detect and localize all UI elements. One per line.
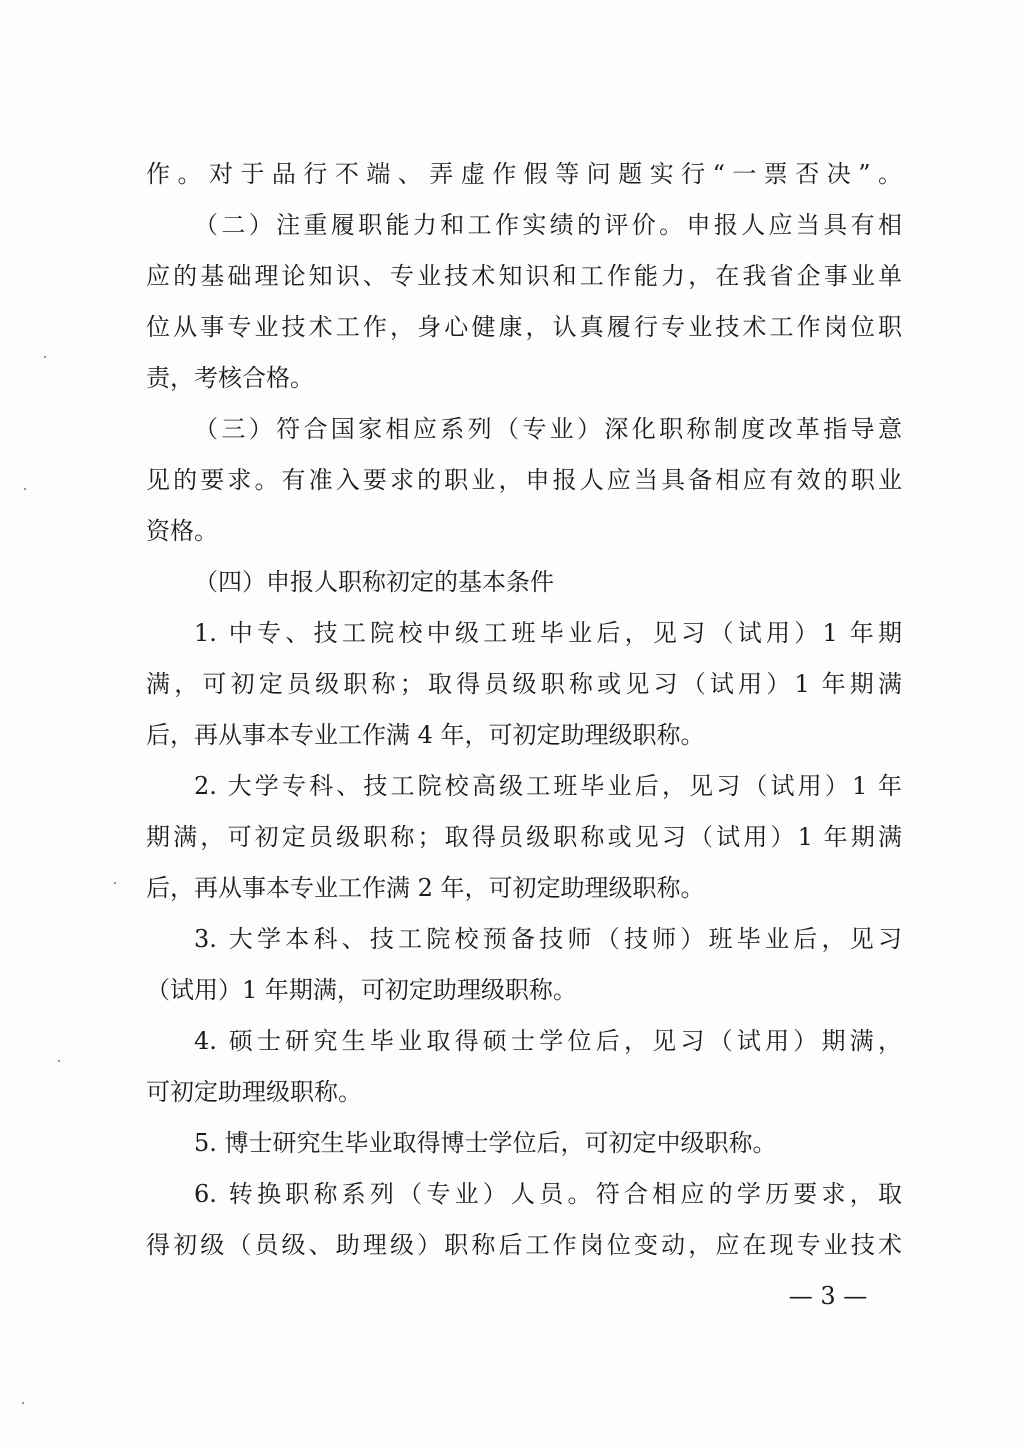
text-line: 后，再从事本专业工作满 4 年，可初定助理级职称。 (146, 721, 705, 749)
text-line: 应的基础理论知识、专业技术知识和工作能力，在我省企事业单 (146, 262, 902, 290)
text-line: 满，可初定员级职称；取得员级职称或见习（试用）1 年期满 (146, 670, 902, 698)
text-line: 期满，可初定员级职称；取得员级职称或见习（试用）1 年期满 (146, 823, 902, 851)
page-number: — 3 — (788, 1282, 868, 1310)
scan-speck (44, 356, 46, 358)
text-line: 4. 硕士研究生毕业取得硕士学位后，见习（试用）期满， (194, 1027, 902, 1055)
text-line: 位从事专业技术工作，身心健康，认真履行专业技术工作岗位职 (146, 313, 902, 341)
scan-speck (24, 488, 26, 490)
text-line: 资格。 (146, 517, 218, 545)
text-line: 5. 博士研究生毕业取得博士学位后，可初定中级职称。 (194, 1129, 777, 1157)
scan-speck (22, 1402, 24, 1404)
scan-speck (114, 882, 116, 884)
text-line: 1. 中专、技工院校中级工班毕业后，见习（试用）1 年期 (194, 619, 902, 647)
text-line: 可初定助理级职称。 (146, 1078, 362, 1106)
text-line: 得初级（员级、助理级）职称后工作岗位变动，应在现专业技术 (146, 1231, 902, 1259)
text-line: （四）申报人职称初定的基本条件 (194, 568, 554, 596)
text-line: （二）注重履职能力和工作实绩的评价。申报人应当具有相 (194, 211, 902, 239)
text-line: 3. 大学本科、技工院校预备技师（技师）班毕业后，见习 (194, 925, 902, 953)
text-line: （试用）1 年期满，可初定助理级职称。 (146, 976, 577, 1004)
document-body (146, 149, 902, 1271)
text-line: （三）符合国家相应系列（专业）深化职称制度改革指导意 (194, 415, 902, 443)
text-line: 6. 转换职称系列（专业）人员。符合相应的学历要求，取 (194, 1180, 902, 1208)
text-line: 见的要求。有准入要求的职业，申报人应当具备相应有效的职业 (146, 466, 902, 494)
text-line: 作。对于品行不端、弄虚作假等问题实行“一票否决”。 (146, 160, 902, 188)
scan-speck (58, 1060, 60, 1062)
text-line: 责，考核合格。 (146, 364, 314, 392)
text-line: 后，再从事本专业工作满 2 年，可初定助理级职称。 (146, 874, 705, 902)
text-line: 2. 大学专科、技工院校高级工班毕业后，见习（试用）1 年 (194, 772, 902, 800)
